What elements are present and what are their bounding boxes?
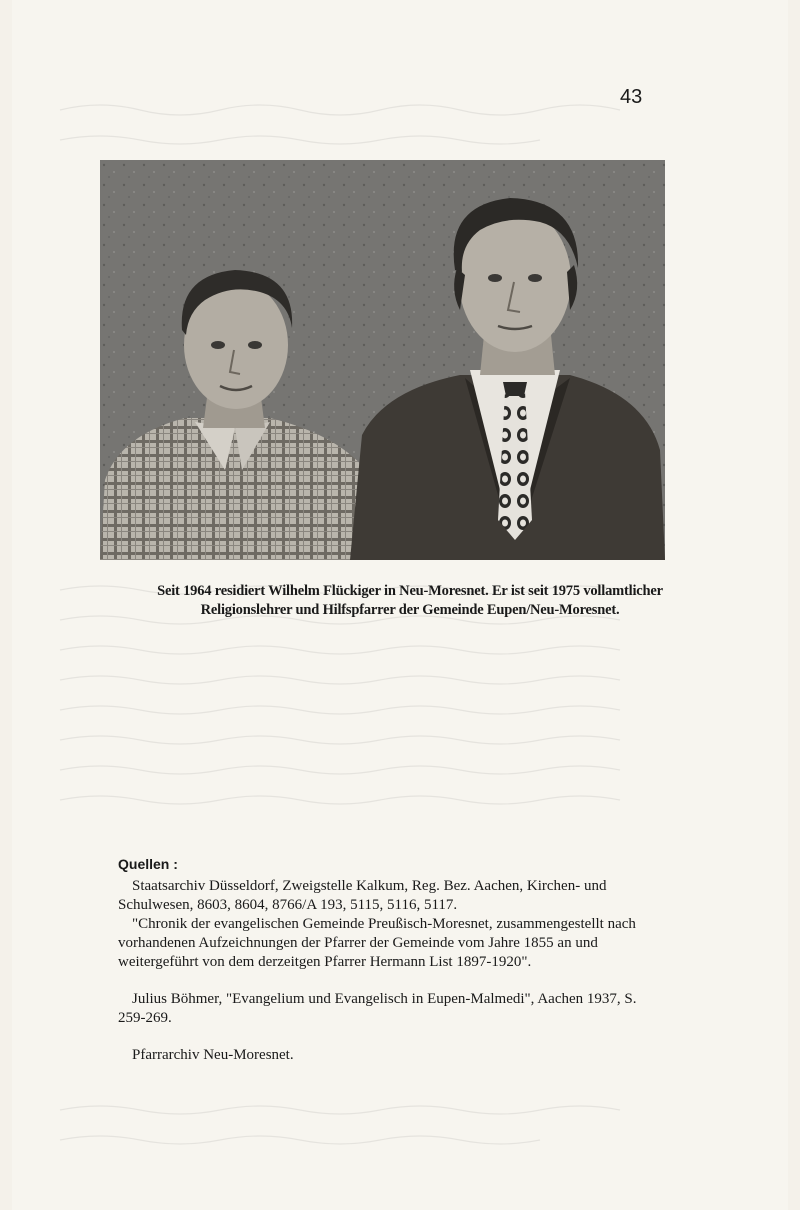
source-entry-chronicle: "Chronik der evangelischen Gemeinde Preußisch-Moresnet, zusammengestellt nach vorhandenen Aufzeichnungen der Pfarrer der Gemeinde vom Jahre 1855 an und weitergeführt von dem derzeitgen Pfarrer Hermann List 1897-1920".: [118, 916, 636, 970]
sources-heading: Quellen :: [118, 856, 178, 872]
source-entry-archive: Staatsarchiv Düsseldorf, Zweigstelle Kalkum, Reg. Bez. Aachen, Kirchen- und Schulwesen, 8603, 8604, 8766/A 193, 5115, 5116, 5117.: [118, 878, 607, 913]
spacer: [118, 972, 658, 990]
portrait-photo: [100, 160, 665, 560]
sources-section: [118, 855, 658, 1065]
spacer: [118, 1028, 658, 1046]
portrait-illustration: [100, 160, 665, 560]
caption-line-1: Seit 1964 residiert Wilhelm Flückiger in Neu-Moresnet. Er ist seit 1975 vollamtlicher: [157, 583, 663, 599]
photo-caption: [100, 582, 720, 620]
source-entry-boehmer: Julius Böhmer, "Evangelium und Evangelisch in Eupen-Malmedi", Aachen 1937, S. 259-269.: [118, 991, 637, 1026]
page-number: 43: [620, 86, 643, 108]
source-entry-parish-archive: Pfarrarchiv Neu-Moresnet.: [132, 1047, 294, 1063]
caption-line-2: Religionslehrer und Hilfspfarrer der Gemeinde Eupen/Neu-Moresnet.: [200, 602, 620, 618]
